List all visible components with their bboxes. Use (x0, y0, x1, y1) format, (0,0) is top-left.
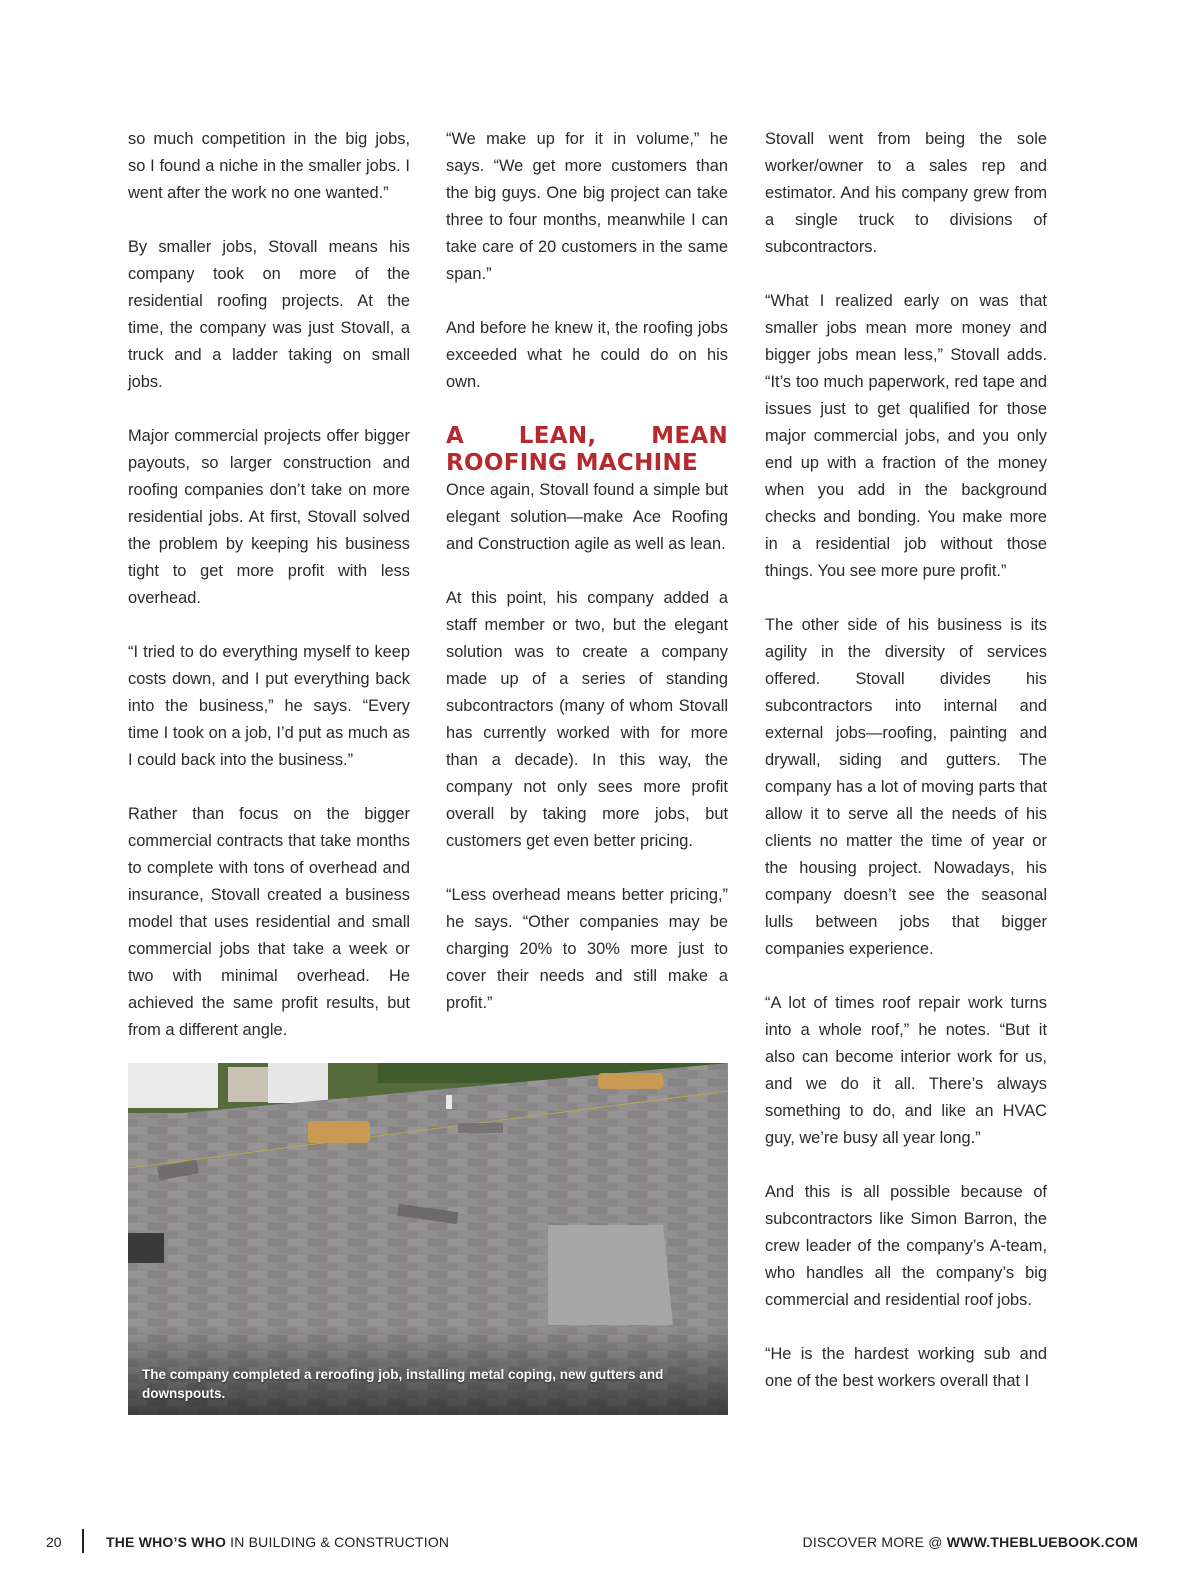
paragraph: The other side of his business is its agility in the diversity of services offered. Stovall divides his subcontractors into internal and external jobs—roofing, painting and drywall, siding and gutters. The company has a lot of moving parts that allow it to serve all the needs of his clients no matter the time of year or the housing project. Nowadays, his company doesn’t see the seasonal lulls between jobs that bigger companies experience. (765, 616, 1047, 958)
discover-prefix: DISCOVER MORE @ (802, 1534, 947, 1550)
article-column-2 (446, 126, 728, 1044)
paragraph: By smaller jobs, Stovall means his company took on more of the residential roofing projects. At the time, the company was just Stovall, a truck and a ladder taking on small jobs. (128, 238, 410, 391)
publication-name-rest: IN BUILDING & CONSTRUCTION (226, 1534, 450, 1550)
footer-divider (82, 1529, 84, 1553)
paragraph: At this point, his company added a staff member or two, but the elegant solution was to create a company made up of a series of standing subcontractors (many of whom Stovall has currently worked with for more than a decade). In this way, the company not only sees more profit overall by taking more jobs, but customers get even better pricing. (446, 589, 728, 850)
page-footer (0, 1534, 1200, 1554)
website-link[interactable]: WWW.THEBLUEBOOK.COM (946, 1534, 1138, 1550)
paragraph: Rather than focus on the bigger commercial contracts that take months to complete with tons of overhead and insurance, Stovall created a business model that uses residential and small commercial jobs that take a week or two with minimal overhead. He achieved the same profit results, but from a different angle. (128, 805, 410, 1039)
paragraph: “Less overhead means better pricing,” he says. “Other companies may be charging 20% to 30% more just to cover their needs and still make a profit.” (446, 886, 728, 1012)
page-number: 20 (46, 1534, 62, 1550)
roof-photo (128, 1063, 728, 1415)
paragraph: “A lot of times roof repair work turns into a whole roof,” he notes. “But it also can become interior work for us, and we do it all. There’s always something to do, and like an HVAC guy, we’re busy all year long.” (765, 994, 1047, 1147)
roof-illustration (128, 1063, 728, 1415)
paragraph: Major commercial projects offer bigger payouts, so larger construction and roofing companies don’t take on more residential jobs. At first, Stovall solved the problem by keeping his business tight to get more profit with less overhead. (128, 427, 410, 607)
publication-name (106, 1534, 449, 1550)
article-column-3 (765, 126, 1047, 1422)
paragraph: “We make up for it in volume,” he says. “We get more customers than the big guys. One big project can take three to four months, meanwhile I can take care of 20 customers in the same span.” (446, 130, 728, 283)
paragraph: And before he knew it, the roofing jobs exceeded what he could do on his own. (446, 319, 728, 391)
paragraph: “What I realized early on was that smaller jobs mean more money and bigger jobs mean less,” Stovall adds. “It’s too much paperwork, red tape and issues just to get qualified for those major commercial jobs, and you only end up with a fraction of the money when you add in the background checks and bonding. You make more in a residential job without those things. You see more pure profit.” (765, 292, 1047, 580)
article-column-1 (128, 126, 410, 1071)
discover-more (803, 1534, 1138, 1550)
publication-name-bold: THE WHO’S WHO (106, 1534, 227, 1550)
paragraph: so much competition in the big jobs, so I found a niche in the smaller jobs. I went after the work no one wanted.” (128, 130, 410, 202)
paragraph: Stovall went from being the sole worker/owner to a sales rep and estimator. And his company grew from a single truck to divisions of subcontractors. (765, 130, 1047, 256)
paragraph: And this is all possible because of subcontractors like Simon Barron, the crew leader of the company’s A-team, who handles all the company’s big commercial and residential roof jobs. (765, 1183, 1047, 1309)
paragraph: Once again, Stovall found a simple but elegant solution—make Ace Roofing and Construction agile as well as lean. (446, 481, 728, 553)
photo-caption: The company completed a reroofing job, installing metal coping, new gutters and downspouts. (142, 1367, 664, 1401)
paragraph: “I tried to do everything myself to keep costs down, and I put everything back into the business,” he says. “Every time I took on a job, I’d put as much as I could back into the business.” (128, 643, 410, 769)
section-heading: A LEAN, MEAN ROOFING MACHINE (446, 423, 728, 476)
paragraph: “He is the hardest working sub and one of the best workers overall that I (765, 1345, 1047, 1390)
